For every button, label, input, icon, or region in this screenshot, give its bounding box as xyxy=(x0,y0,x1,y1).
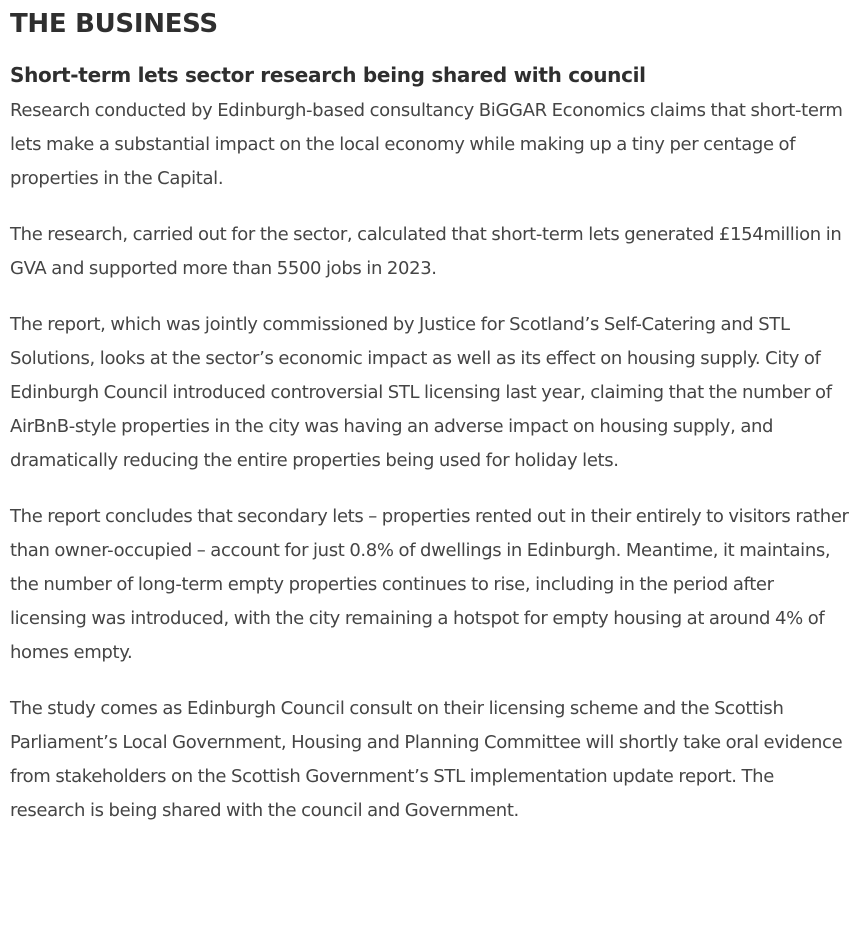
article-paragraph: The research, carried out for the sector, calculated that short-term lets generated £154million in GVA and supported more than 5500 jobs in 2023. xyxy=(10,224,842,279)
article-paragraph: The report concludes that secondary lets – properties rented out in their entirely to visitors rather than owner-occupied – account for just 0.8% of dwellings in Edinburgh. Meantime, it maintains, the number of long-term empty properties continues to rise, including in the period after licensing was introduced, with the city remaining a hotspot for empty housing at around 4% of homes empty. xyxy=(10,506,849,663)
article-paragraph: The report, which was jointly commissioned by Justice for Scotland’s Self-Catering and STL Solutions, looks at the sector’s economic impact as well as its effect on housing supply. City of Edinburgh Council introduced controversial STL licensing last year, claiming that the number of AirBnB-style properties in the city was having an adverse impact on housing supply, and dramatically reducing the entire properties being used for holiday lets. xyxy=(10,314,832,471)
article-paragraph: The study comes as Edinburgh Council consult on their licensing scheme and the Scottish Parliament’s Local Government, Housing and Planning Committee will shortly take oral evidence from stakeholders on the Scottish Government’s STL implementation update report. The research is being shared with the council and Government. xyxy=(10,698,843,821)
article-paragraph: Research conducted by Edinburgh-based consultancy BiGGAR Economics claims that short-term lets make a substantial impact on the local economy while making up a tiny per centage of properties in the Capital. xyxy=(10,100,843,189)
article-headline: Short-term lets sector research being shared with council xyxy=(10,63,646,87)
section-label: THE BUSINESS xyxy=(10,9,218,39)
